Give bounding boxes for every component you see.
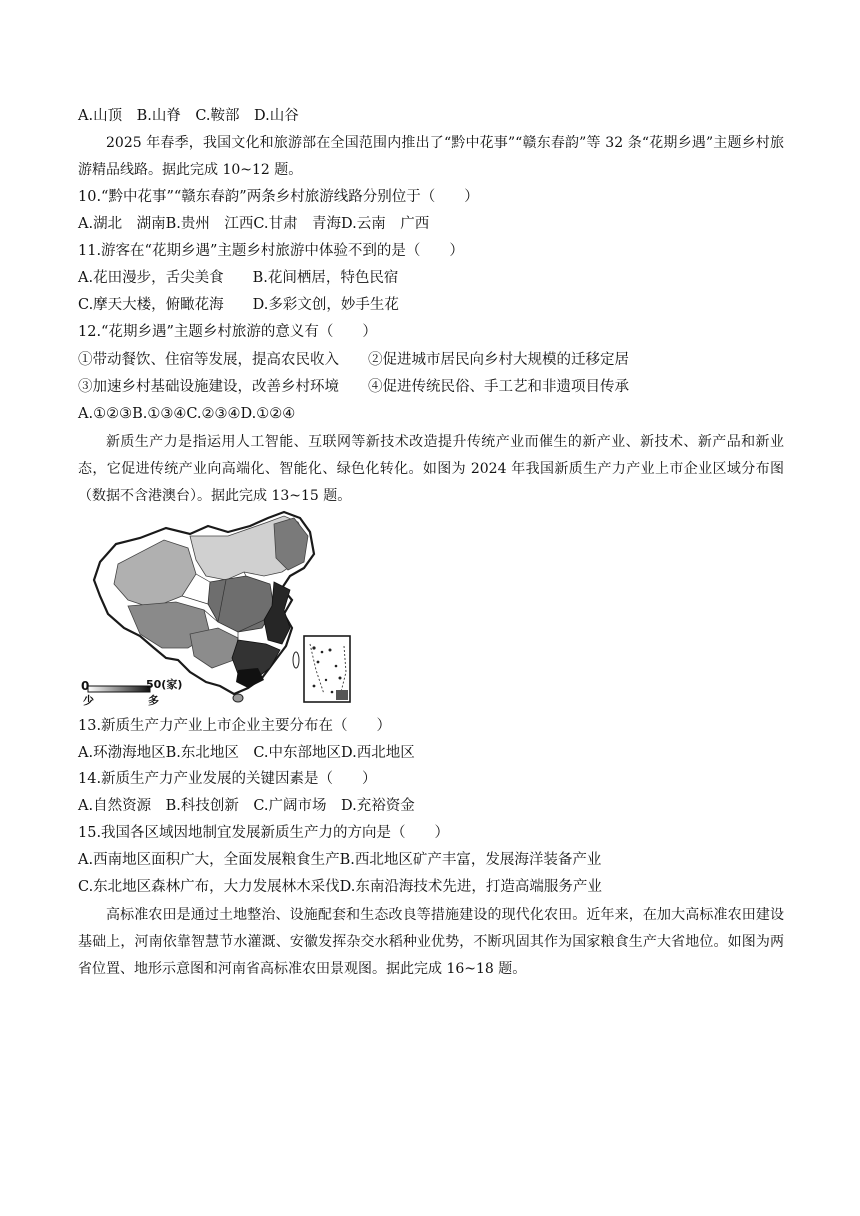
- legend-high-label: 多: [148, 694, 159, 706]
- legend-max-label: 50(家): [146, 678, 183, 691]
- passage-high-standard-farmland: 高标准农田是通过土地整治、设施配套和生态改良等措施建设的现代化农田。近年来，在加大高标准农田建设基础上，河南依靠智慧节水灌溉、安徽发挥杂交水稻种业优势，不断巩固其作为国家粮食生产大省地位。如图为两省位置、地形示意图和河南省高标准农田景观图。据此完成 16~18 题。: [78, 907, 784, 977]
- q12-items-12: ①带动餐饮、住宿等发展，提高农民收入 ②促进城市居民向乡村大规模的迁移定居: [78, 352, 629, 368]
- q12-items-34: ③加速乡村基础设施建设，改善乡村环境 ④促进传统民俗、手工艺和非遗项目传承: [78, 379, 629, 395]
- q13-options: A.环渤海地区B.东北地区 C.中东部地区D.西北地区: [78, 745, 415, 761]
- legend-low-label: 少: [83, 694, 94, 706]
- passage-flower-tourism: 2025 年春季，我国文化和旅游部在全国范围内推出了“黔中花事”“赣东春韵”等 32 条“花期乡遇”主题乡村旅游精品线路。据此完成 10~12 题。: [78, 135, 784, 178]
- q15-options-cd: C.东北地区森林广布，大力发展林木采伐D.东南沿海技术先进，打造高端服务产业: [78, 879, 602, 895]
- q15-options-ab: A.西南地区面积广大，全面发展粮食生产B.西北地区矿产丰富，发展海洋装备产业: [78, 852, 602, 868]
- hainan-island: [233, 694, 243, 702]
- legend-gradient-bar: [88, 686, 150, 692]
- q10-options: A.湖北 湖南B.贵州 江西C.甘肃 青海D.云南 广西: [78, 216, 430, 232]
- q11-stem: 11.游客在“花期乡遇”主题乡村旅游中体验不到的是（ ）: [78, 243, 464, 259]
- china-enterprise-distribution-map: [78, 510, 368, 706]
- q12-stem: 12.“花期乡遇”主题乡村旅游的意义有（ ）: [78, 324, 377, 340]
- q14-stem: 14.新质生产力产业发展的关键因素是（ ）: [78, 771, 377, 787]
- q13-stem: 13.新质生产力产业上市企业主要分布在（ ）: [78, 718, 392, 734]
- q12-options: A.①②③B.①③④C.②③④D.①②④: [78, 406, 296, 422]
- legend-min-label: 0: [81, 679, 90, 693]
- q11-options-cd: C.摩天大楼，俯瞰花海 D.多彩文创，妙手生花: [78, 297, 399, 313]
- q11-options-ab: A.花田漫步，舌尖美食 B.花间栖居，特色民宿: [78, 270, 399, 286]
- q14-options: A.自然资源 B.科技创新 C.广阔市场 D.充裕资金: [78, 798, 415, 814]
- q10-stem: 10.“黔中花事”“赣东春韵”两条乡村旅游线路分别位于（ ）: [78, 189, 479, 205]
- q15-stem: 15.我国各区域因地制宜发展新质生产力的方向是（ ）: [78, 825, 450, 841]
- passage-new-productivity: 新质生产力是指运用人工智能、互联网等新技术改造提升传统产业而催生的新产业、新技术、新产品和新业态，它促进传统产业向高端化、智能化、绿色化转化。如图为 2024 年我国新质生产力产业上市企业区域分布图（数据不含港澳台）。据此完成 13~15 题。: [78, 434, 784, 504]
- taiwan-island: [293, 652, 299, 668]
- q9-options: A.山顶 B.山脊 C.鞍部 D.山谷: [78, 108, 299, 124]
- inset-corner-box: [336, 690, 348, 700]
